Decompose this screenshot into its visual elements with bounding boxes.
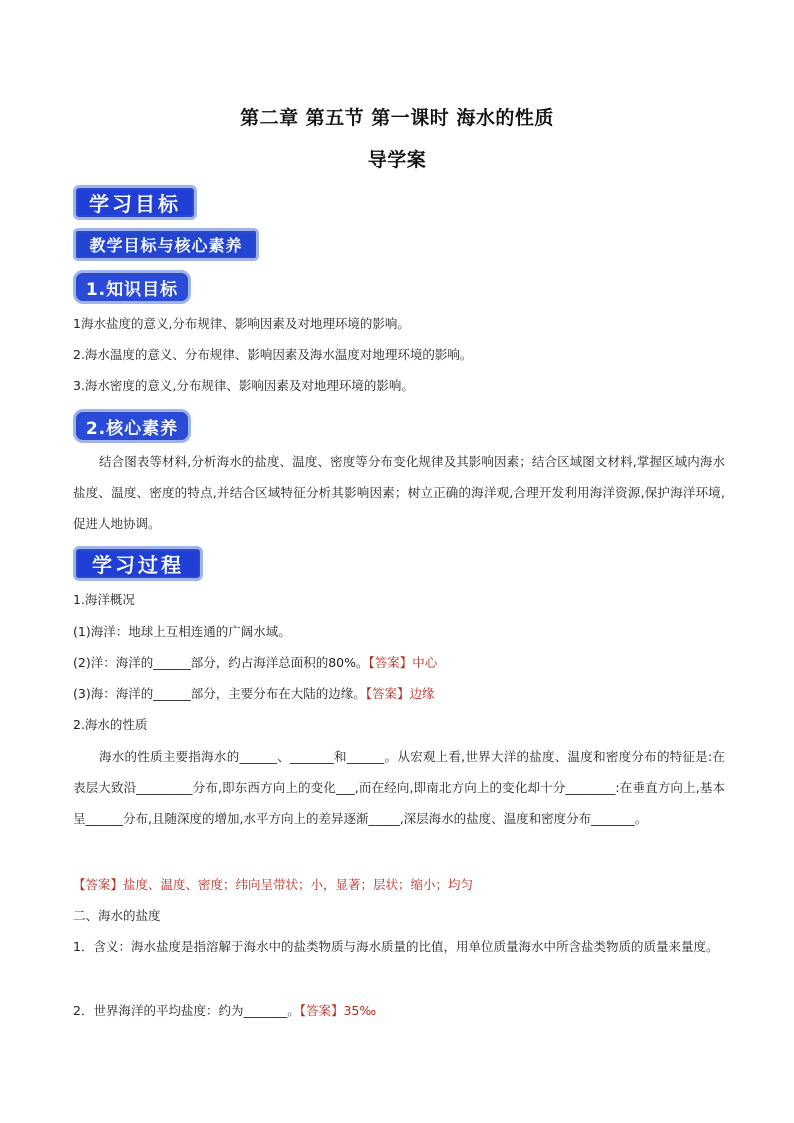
ocean-definition: (1)海洋：地球上互相连通的广阔水域。 bbox=[73, 624, 291, 639]
badge-learning-goals: 学习目标 bbox=[73, 185, 197, 220]
seawater-properties-answer: 【答案】盐度、温度、密度；纬向呈带状；小，显著；层状；缩小；均匀 bbox=[73, 877, 474, 892]
badge-core-literacy: 2.核心素养 bbox=[73, 409, 191, 443]
knowledge-item-2: 2.海水温度的意义、分布规律、影响因素及海水温度对地理环境的影响。 bbox=[73, 347, 473, 362]
list-item-ocean-proper bbox=[73, 655, 733, 671]
seawater-properties-text: 海水的性质主要指海水的______、_______和______。从宏观上看,世界大洋的盐度、温度和密度分布的特征是:在表层大致沿_________分布,即东西方向上的变化___,而在经向,即南北方向上的变化却十分________:在垂直方向上,基本呈______分布,且随深度的增加,水平方向上的差异逐渐_____,深层海水的盐度、温度和密度分布_______。 bbox=[73, 749, 725, 826]
list-item-sea bbox=[73, 686, 733, 702]
list-item-average-salinity bbox=[73, 1003, 733, 1019]
section-heading-ocean-overview: 1.海洋概况 bbox=[73, 592, 135, 607]
core-literacy-text: 结合图表等材料,分析海水的盐度、温度、密度等分布变化规律及其影响因素；结合区域图文材料,掌握区域内海水盐度、温度、密度的特点,并结合区域特征分析其影响因素；树立正确的海洋观,合理开发利用海洋资源,保护海洋环境,促进人地协调。 bbox=[73, 454, 725, 531]
badge-teaching-goals: 教学目标与核心素养 bbox=[73, 228, 259, 261]
badge-learning-process: 学习过程 bbox=[73, 546, 203, 581]
question-text: 2．世界海洋的平均盐度：约为_______。 bbox=[73, 1003, 300, 1018]
knowledge-item-1: 1海水盐度的意义,分布规律、影响因素及对地理环境的影响。 bbox=[73, 316, 410, 331]
badge-knowledge-goals: 1.知识目标 bbox=[73, 270, 191, 304]
question-text: (2)洋：海洋的______部分，约占海洋总面积的80%。 bbox=[73, 655, 369, 670]
knowledge-item-3: 3.海水密度的意义,分布规律、影响因素及对地理环境的影响。 bbox=[73, 378, 414, 393]
section-heading-salinity: 二、海水的盐度 bbox=[73, 908, 161, 923]
answer-text: 【答案】边缘 bbox=[365, 686, 435, 701]
answer-text: 【答案】中心 bbox=[368, 655, 438, 670]
salinity-definition: 1．含义：海水盐度是指溶解于海水中的盐类物质与海水质量的比值，用单位质量海水中所含盐类物质的质量来量度。 bbox=[73, 939, 719, 954]
page-subtitle: 导学案 bbox=[367, 149, 427, 171]
question-text: (3)海：海洋的______部分，主要分布在大陆的边缘。 bbox=[73, 686, 366, 701]
answer-text: 【答案】35‰ bbox=[299, 1003, 377, 1018]
section-heading-seawater-properties: 2.海水的性质 bbox=[73, 717, 148, 732]
page-title: 第二章 第五节 第一课时 海水的性质 bbox=[240, 107, 554, 129]
